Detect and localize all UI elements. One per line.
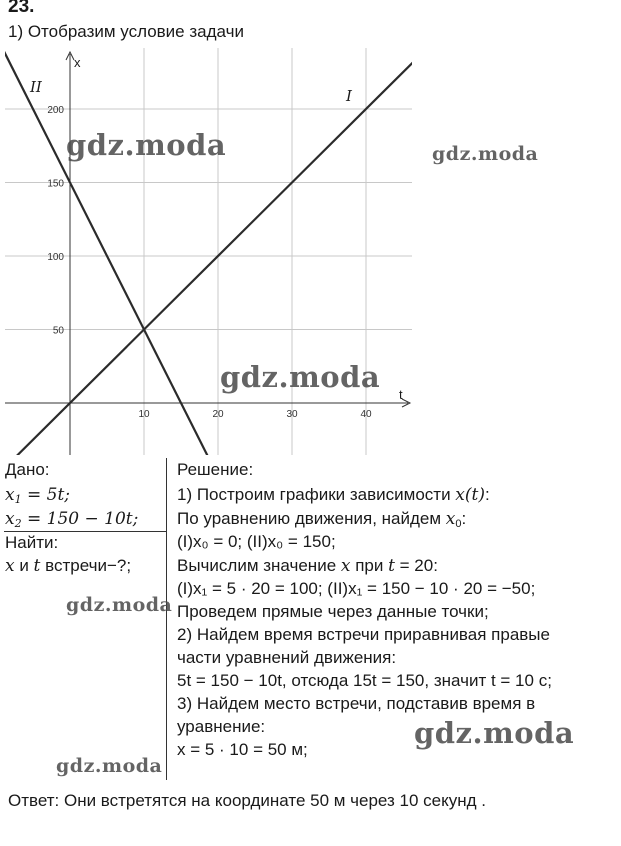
series-label-ii: II [30, 78, 42, 96]
watermark: gdz.moda [66, 128, 227, 162]
find-title: Найти: [5, 533, 59, 552]
y-tick-label: 200 [47, 105, 64, 116]
x-tick-label: 20 [212, 409, 224, 420]
watermark: gdz.moda [432, 143, 539, 165]
solution-line-10: 3) Найдем место встречи, подставив время в [177, 694, 536, 713]
axes [5, 52, 410, 455]
answer-line: Ответ: Они встретятся на координате 50 м через 10 секунд . [8, 791, 486, 810]
solution-line-1: 1) Построим графики зависимости x(t): [177, 485, 490, 505]
solution-line-2: По уравнению движения, найдем $x_0$: [177, 509, 467, 530]
watermark: gdz.moda [220, 360, 381, 394]
y-tick-label: 150 [47, 178, 64, 190]
x-tick-label: 40 [360, 409, 372, 420]
solution-line-7: 2) Найдем время встречи приравнивая правые [177, 625, 550, 644]
given-x1: $x_1 = 5t$; [5, 485, 71, 506]
series-label-i: I [346, 87, 352, 105]
watermark: gdz.moda [66, 594, 173, 616]
step-title: 1) Отобразим условие задачи [8, 22, 244, 41]
solution-line-5: (I)x₁ = 5 · 20 = 100; (II)x₁ = 150 − 10 · 20 = −50; [177, 579, 536, 598]
y-tick-label: 50 [52, 325, 64, 337]
y-tick-label: 100 [47, 252, 64, 263]
solution-line-11: уравнение: [177, 717, 266, 736]
given-title: Дано: [5, 460, 50, 479]
solution-line-9: 5t = 150 − 10t, отсюда 15t = 150, значит t = 10 с; [177, 671, 552, 690]
x-tick-label: 30 [286, 409, 298, 420]
x-tick-label: 10 [138, 409, 150, 420]
x-axis-label: t [399, 387, 403, 402]
column-divider [166, 458, 167, 780]
solution-line-12: x = 5 · 10 = 50 м; [177, 740, 308, 759]
solution-line-3: (I)x₀ = 0; (II)x₀ = 150; [177, 532, 336, 551]
y-axis-label: x [74, 55, 81, 70]
given-underline [4, 531, 166, 532]
solution-line-6: Проведем прямые через данные точки; [177, 602, 489, 621]
watermark: gdz.moda [56, 755, 163, 777]
given-x2: $x_2 = 150 - 10t$; [5, 509, 139, 530]
solution-line-4: Вычислим значение x при t = 20: [177, 556, 438, 576]
find-line: x и t встречи−?; [5, 556, 132, 576]
watermark: gdz.moda [414, 716, 575, 750]
problem-number: 23. [8, 0, 35, 17]
solution-line-8: части уравнений движения: [177, 648, 397, 667]
solution-title: Решение: [177, 460, 254, 479]
